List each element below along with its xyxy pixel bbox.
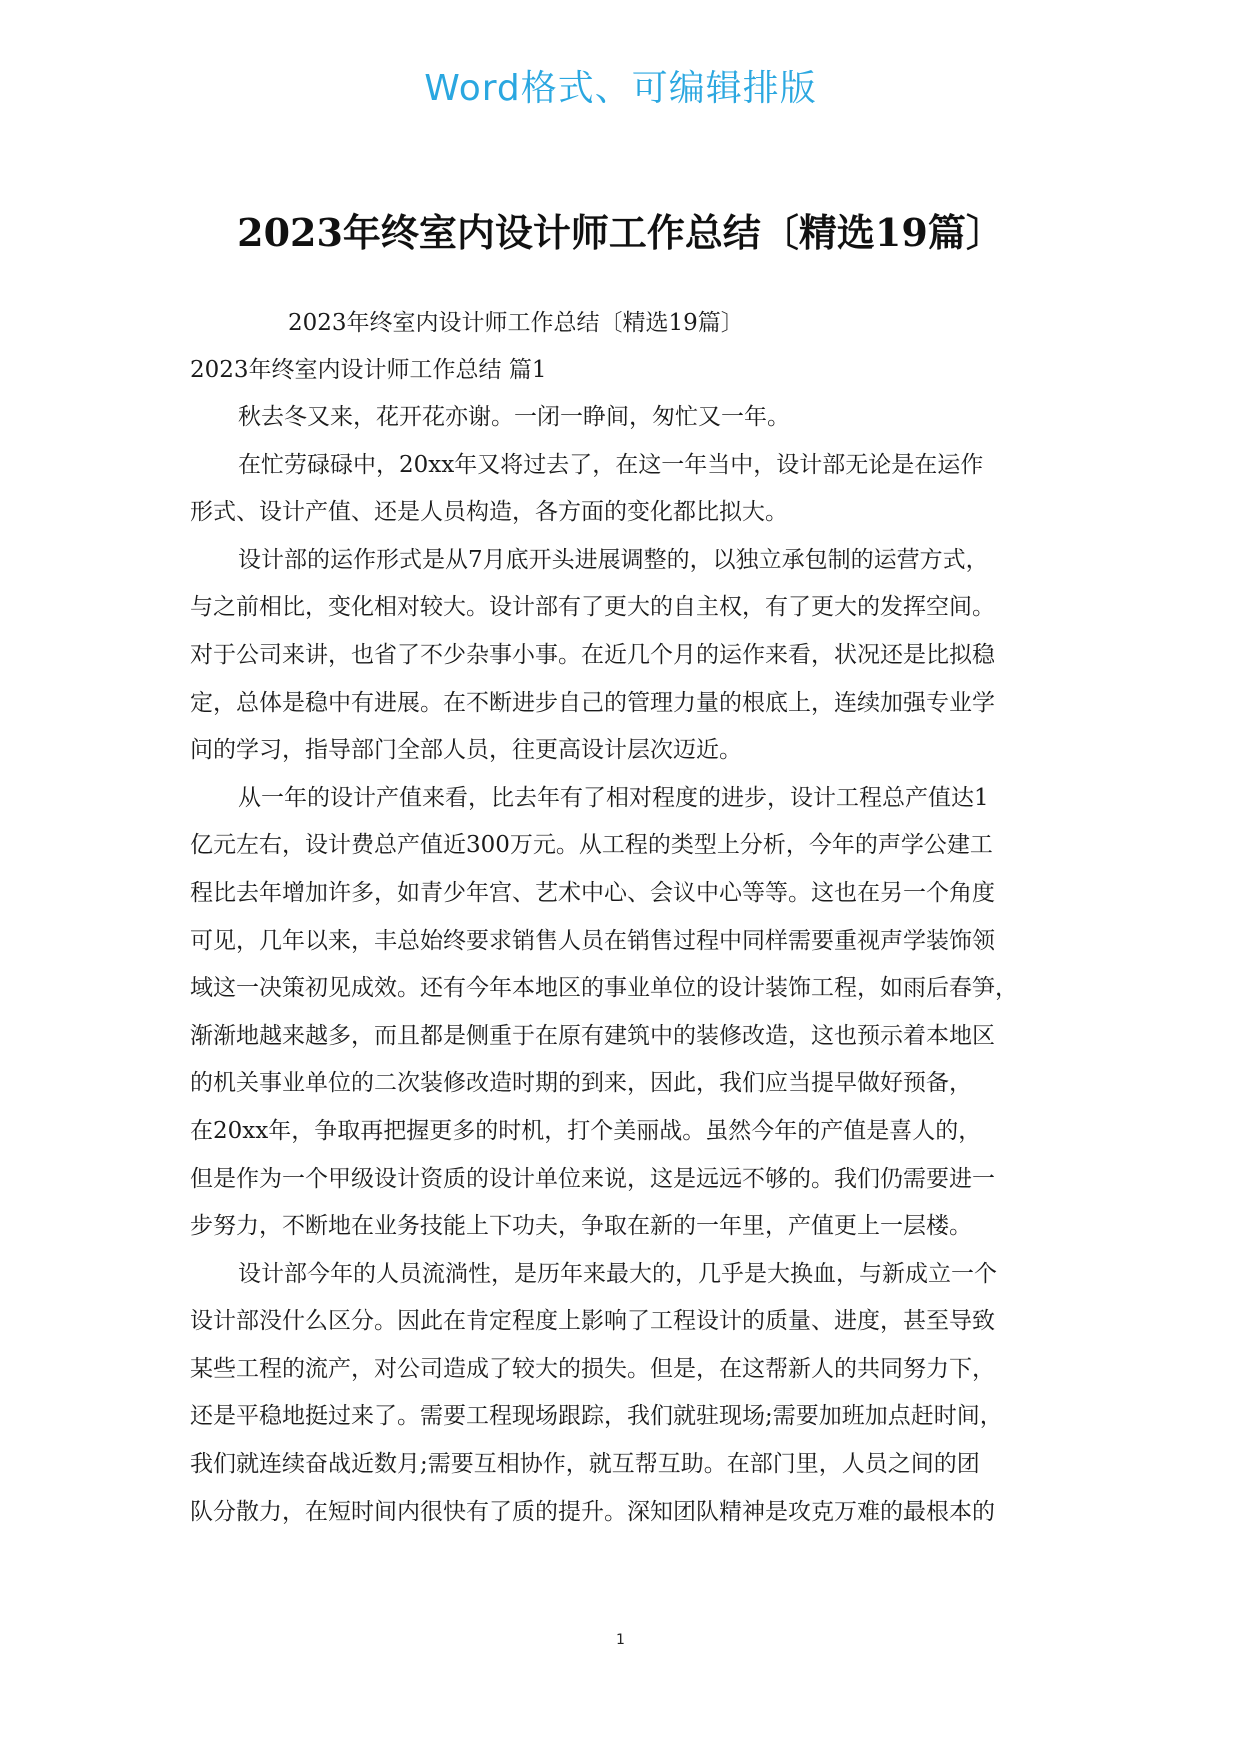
body-line: 设计部的运作形式是从7月底开头进展调整的，以独立承包制的运营方式， bbox=[238, 546, 989, 573]
body-line: 步努力，不断地在业务技能上下功夫，争取在新的一年里，产值更上一层楼。 bbox=[190, 1213, 972, 1240]
document-subtitle: 2023年终室内设计师工作总结〔精选19篇〕 bbox=[288, 310, 744, 336]
body-line: 问的学习，指导部门全部人员，往更高设计层次迈近。 bbox=[190, 737, 742, 764]
body-line: 我们就连续奋战近数月;需要互相协作，就互帮互助。在部门里，人员之间的团 bbox=[190, 1451, 980, 1478]
body-line: 设计部今年的人员流淌性，是历年来最大的，几乎是大换血，与新成立一个 bbox=[238, 1260, 997, 1287]
body-line: 队分散力，在短时间内很快有了质的提升。深知团队精神是攻克万难的最根本的 bbox=[190, 1498, 995, 1525]
body-line: 秋去冬又来，花开花亦谢。一闭一睁间，匆忙又一年。 bbox=[238, 404, 790, 430]
body-line: 与之前相比，变化相对较大。设计部有了更大的自主权，有了更大的发挥空间。 bbox=[190, 594, 995, 621]
word-format-banner: Word格式、可编辑排版 bbox=[424, 68, 817, 109]
body-line: 域这一决策初见成效。还有今年本地区的事业单位的设计装饰工程，如雨后春笋， bbox=[190, 975, 1018, 1002]
body-line: 在20xx年，争取再把握更多的时机，打个美丽战。虽然今年的产值是喜人的， bbox=[190, 1117, 982, 1144]
body-line: 在忙劳碌碌中，20xx年又将过去了，在这一年当中，设计部无论是在运作 bbox=[238, 451, 984, 478]
body-line: 形式、设计产值、还是人员构造，各方面的变化都比拟大。 bbox=[190, 499, 788, 526]
section-heading: 2023年终室内设计师工作总结 篇1 bbox=[190, 357, 547, 383]
body-line: 的机关事业单位的二次装修改造时期的到来，因此，我们应当提早做好预备， bbox=[190, 1070, 972, 1097]
body-line: 亿元左右，设计费总产值近300万元。从工程的类型上分析，今年的声学公建工 bbox=[190, 832, 993, 859]
body-line: 某些工程的流产，对公司造成了较大的损失。但是，在这帮新人的共同努力下， bbox=[190, 1355, 995, 1382]
body-line: 但是作为一个甲级设计资质的设计单位来说，这是远远不够的。我们仍需要进一 bbox=[190, 1165, 995, 1192]
body-line: 设计部没什么区分。因此在肯定程度上影响了工程设计的质量、进度，甚至导致 bbox=[190, 1308, 995, 1335]
page-number: 1 bbox=[616, 1632, 625, 1648]
document-body bbox=[190, 394, 1070, 1536]
body-line: 还是平稳地挺过来了。需要工程现场跟踪，我们就驻现场;需要加班加点赶时间， bbox=[190, 1403, 1003, 1430]
body-line: 从一年的设计产值来看，比去年有了相对程度的进步，设计工程总产值达1 bbox=[238, 784, 989, 811]
body-line: 定，总体是稳中有进展。在不断进步自己的管理力量的根底上，连续加强专业学 bbox=[190, 689, 995, 716]
body-line: 渐渐地越来越多，而且都是侧重于在原有建筑中的装修改造，这也预示着本地区 bbox=[190, 1022, 995, 1049]
body-line: 可见，几年以来，丰总始终要求销售人员在销售过程中同样需要重视声学装饰领 bbox=[190, 927, 995, 954]
body-line: 对于公司来讲，也省了不少杂事小事。在近几个月的运作来看，状况还是比拟稳 bbox=[190, 641, 995, 668]
document-title: 2023年终室内设计师工作总结〔精选19篇〕 bbox=[237, 210, 1004, 255]
body-line: 程比去年增加许多，如青少年宫、艺术中心、会议中心等等。这也在另一个角度 bbox=[190, 879, 995, 906]
